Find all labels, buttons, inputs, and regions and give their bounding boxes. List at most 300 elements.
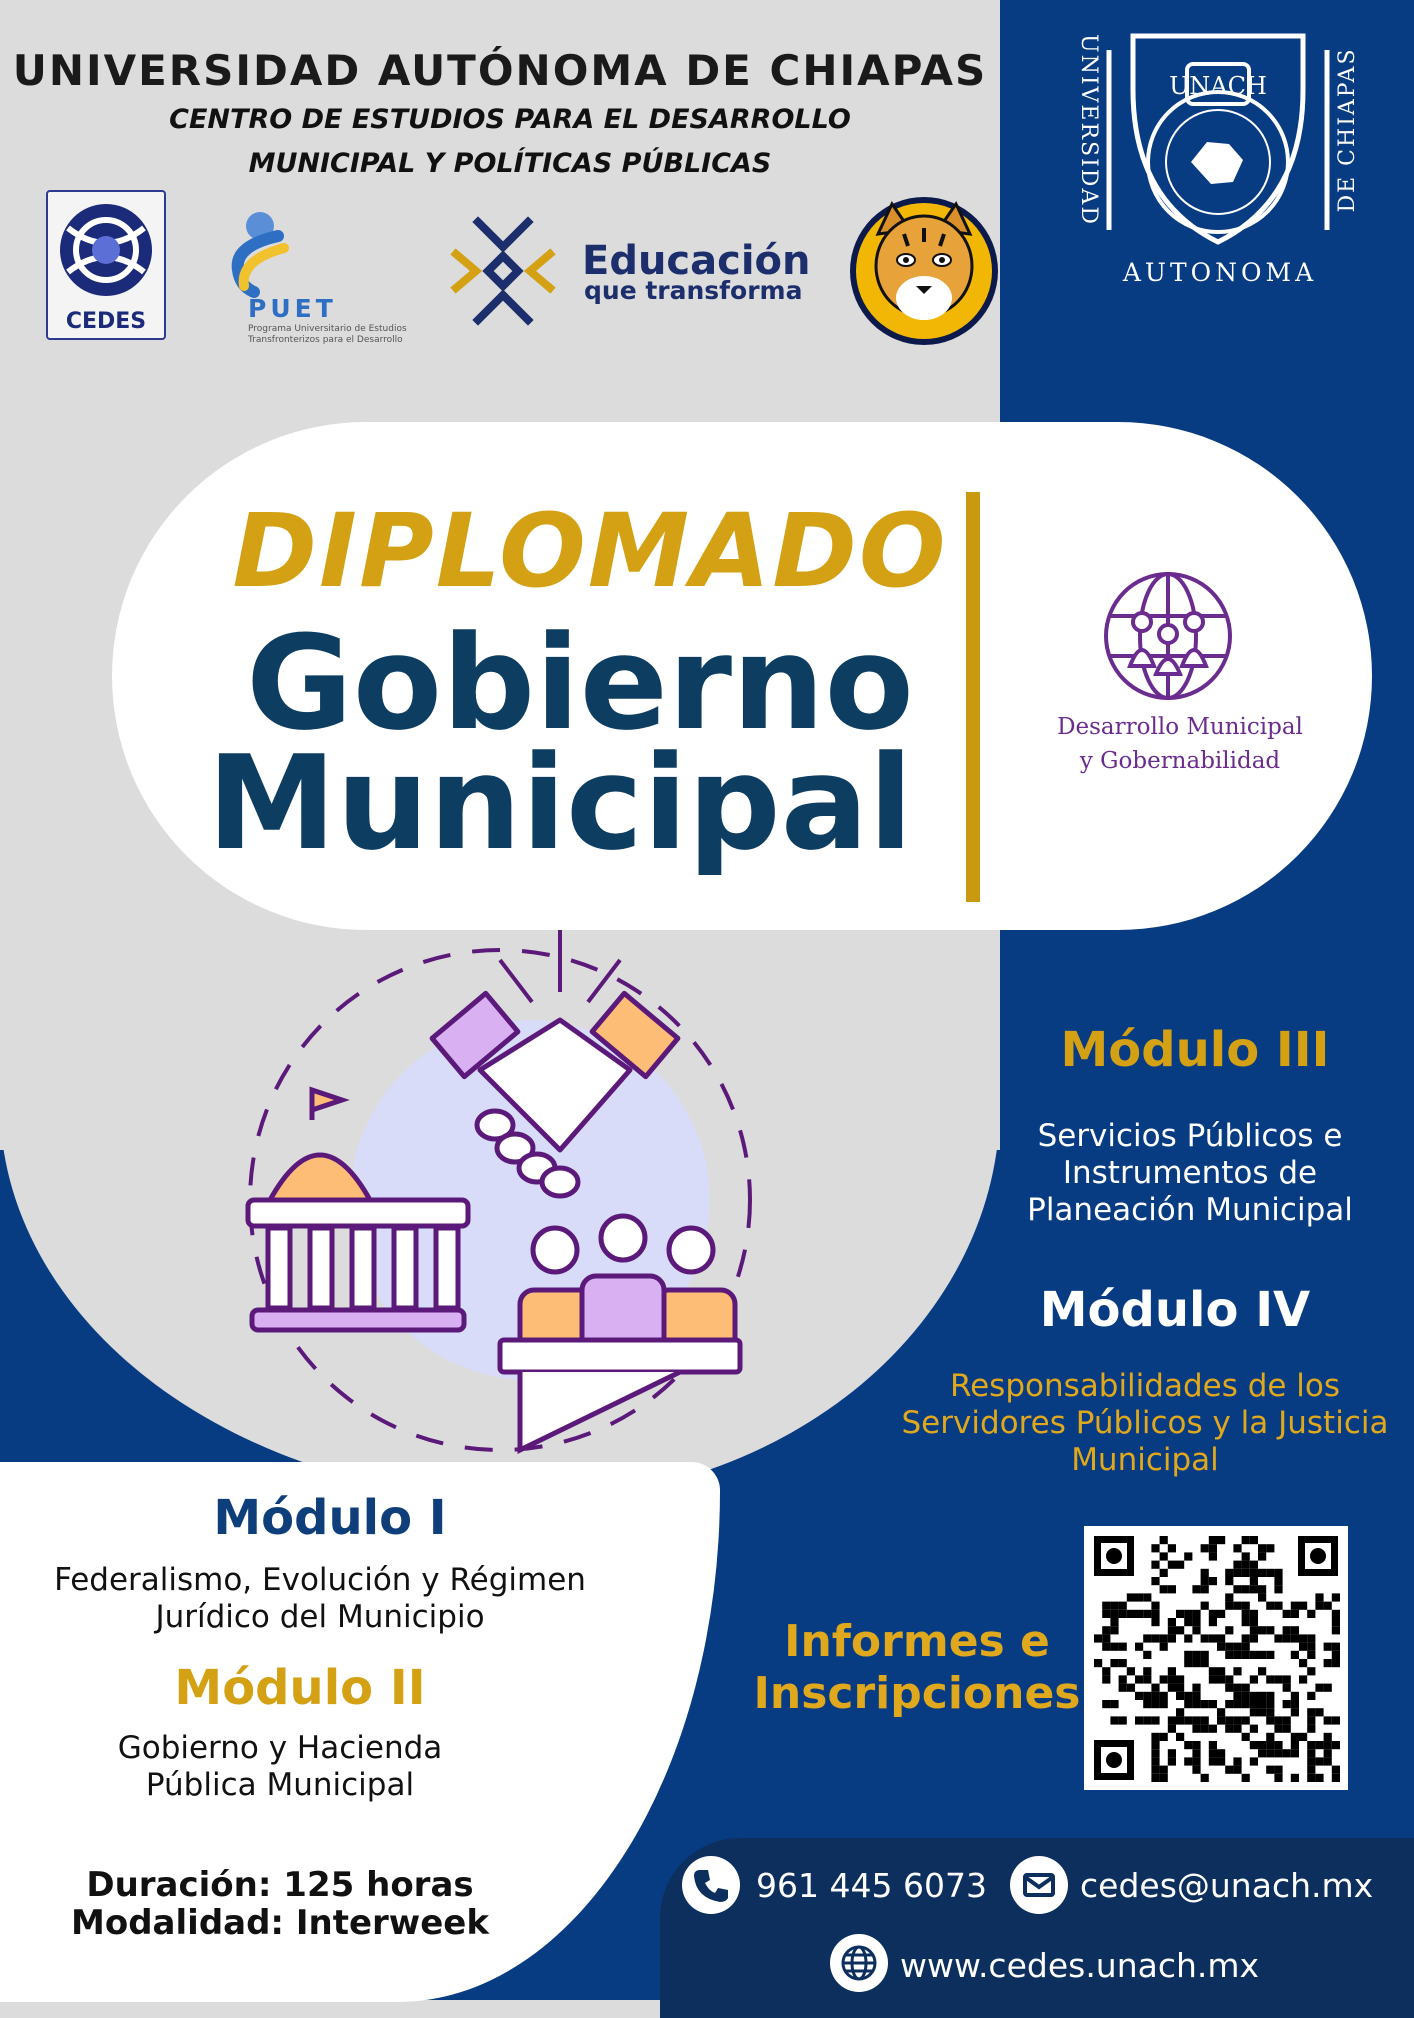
qr-module (1324, 1716, 1332, 1724)
qr-module (1151, 1757, 1159, 1765)
qr-module (1184, 1741, 1192, 1749)
qr-module (1102, 1626, 1110, 1634)
qr-module (1274, 1766, 1282, 1774)
qr-module (1176, 1684, 1184, 1692)
qr-module (1307, 1667, 1315, 1675)
qr-module (1110, 1618, 1118, 1626)
qr-module (1160, 1675, 1168, 1683)
module-3-description: Servicios Públicos e Instrumentos de Planeación Municipal (1027, 1118, 1353, 1228)
diplomado-kicker: DIPLOMADO (232, 492, 948, 611)
module-4-description: Responsabilidades de los Servidores Públicos y la Justicia Municipal (901, 1368, 1389, 1478)
qr-module (1283, 1716, 1291, 1724)
qr-module (1168, 1626, 1176, 1634)
phone-icon (682, 1856, 740, 1914)
unach-left-label: UNIVERSIDAD (1076, 34, 1101, 226)
qr-module (1168, 1618, 1176, 1626)
unach-right-text (1333, 30, 1363, 230)
qr-module (1274, 1675, 1282, 1683)
qr-module (1225, 1651, 1233, 1659)
qr-module (1307, 1766, 1315, 1774)
qr-module (1168, 1749, 1176, 1757)
university-name: UNIVERSIDAD AUTÓNOMA DE CHIAPAS (12, 46, 988, 95)
qr-module (1151, 1561, 1159, 1569)
qr-module (1168, 1561, 1176, 1569)
qr-module (1274, 1569, 1282, 1577)
qr-module (1209, 1634, 1217, 1642)
qr-module (1110, 1643, 1118, 1651)
qr-module (1160, 1643, 1168, 1651)
qr-module (1127, 1610, 1135, 1618)
qr-module (1266, 1626, 1274, 1634)
qr-module (1135, 1643, 1143, 1651)
qr-module (1168, 1684, 1176, 1692)
globe-icon (830, 1934, 888, 1992)
qr-module (1151, 1692, 1159, 1700)
qr-module (1258, 1749, 1266, 1757)
qr-module (1209, 1667, 1217, 1675)
qr-module (1233, 1700, 1241, 1708)
qr-module (1209, 1749, 1217, 1757)
qr-module (1160, 1692, 1168, 1700)
qr-module (1250, 1725, 1258, 1733)
qr-module (1119, 1643, 1127, 1651)
qr-module (1233, 1561, 1241, 1569)
qr-module (1291, 1692, 1299, 1700)
qr-module (1143, 1667, 1151, 1675)
qr-module (1307, 1651, 1315, 1659)
qr-module (1184, 1610, 1192, 1618)
qr-module (1192, 1684, 1200, 1692)
qr-module (1110, 1610, 1118, 1618)
qr-module (1233, 1602, 1241, 1610)
qr-module (1209, 1741, 1217, 1749)
qr-module (1110, 1602, 1118, 1610)
qr-module (1217, 1757, 1225, 1765)
qr-module (1250, 1741, 1258, 1749)
education-emblem-icon (448, 214, 558, 328)
qr-module (1201, 1774, 1209, 1782)
qr-module (1201, 1602, 1209, 1610)
qr-module (1201, 1577, 1209, 1585)
qr-module (1184, 1634, 1192, 1642)
qr-module (1209, 1725, 1217, 1733)
qr-module (1299, 1733, 1307, 1741)
qr-module (1184, 1651, 1192, 1659)
qr-module (1274, 1741, 1282, 1749)
qr-module (1225, 1577, 1233, 1585)
qr-module (1176, 1692, 1184, 1700)
qr-module (1266, 1544, 1274, 1552)
qr-module (1250, 1626, 1258, 1634)
qr-module (1184, 1618, 1192, 1626)
phone-number[interactable]: 961 445 6073 (756, 1866, 987, 1905)
qr-module (1283, 1684, 1291, 1692)
qr-module (1266, 1700, 1274, 1708)
qr-module (1291, 1651, 1299, 1659)
qr-module (1291, 1749, 1299, 1757)
unach-seal-text: UNACH (1169, 72, 1267, 100)
qr-module (1332, 1651, 1340, 1659)
qr-module (1225, 1766, 1233, 1774)
qr-module (1151, 1610, 1159, 1618)
qr-module (1258, 1626, 1266, 1634)
globe-people-icon (1102, 570, 1234, 702)
qr-module (1176, 1675, 1184, 1683)
qr-module (1110, 1659, 1118, 1667)
qr-module (1102, 1610, 1110, 1618)
qr-module (1266, 1675, 1274, 1683)
qr-module (1266, 1741, 1274, 1749)
qr-module (1299, 1634, 1307, 1642)
qr-module (1250, 1651, 1258, 1659)
qr-module (1258, 1667, 1266, 1675)
qr-module (1119, 1659, 1127, 1667)
title-line1: Gobierno (246, 607, 914, 759)
qr-module (1274, 1716, 1282, 1724)
government-illustration (230, 920, 790, 1480)
website-url[interactable]: www.cedes.unach.mx (900, 1946, 1260, 1985)
module-1-title: Módulo I (213, 1490, 447, 1546)
qr-module (1291, 1774, 1299, 1782)
qr-module (1266, 1749, 1274, 1757)
qr-module (1307, 1716, 1315, 1724)
qr-module (1258, 1651, 1266, 1659)
qr-module (1315, 1602, 1323, 1610)
qr-module (1225, 1725, 1233, 1733)
qr-module (1242, 1643, 1250, 1651)
qr-module (1324, 1602, 1332, 1610)
qr-module (1225, 1700, 1233, 1708)
qr-code-icon[interactable] (1084, 1526, 1348, 1790)
qr-module (1283, 1725, 1291, 1733)
qr-module (1217, 1536, 1225, 1544)
qr-module (1201, 1651, 1209, 1659)
podium-people-icon (500, 1216, 740, 1450)
cedes-logo (46, 190, 166, 340)
qr-module (1233, 1716, 1241, 1724)
qr-module (1225, 1593, 1233, 1601)
qr-module (1242, 1774, 1250, 1782)
qr-module (1332, 1618, 1340, 1626)
qr-module (1242, 1618, 1250, 1626)
qr-module (1233, 1766, 1241, 1774)
qr-module (1102, 1700, 1110, 1708)
qr-module (1324, 1684, 1332, 1692)
qr-module (1291, 1733, 1299, 1741)
qr-module (1160, 1552, 1168, 1560)
qr-module (1307, 1774, 1315, 1782)
qr-module (1168, 1757, 1176, 1765)
qr-module (1307, 1741, 1315, 1749)
qr-module (1233, 1692, 1241, 1700)
duration-text: Duración: 125 horas (86, 1865, 474, 1905)
email-address[interactable]: cedes@unach.mx (1080, 1866, 1374, 1905)
qr-module (1250, 1634, 1258, 1642)
qr-module (1307, 1610, 1315, 1618)
unach-seal-icon (1103, 30, 1333, 250)
qr-module (1283, 1675, 1291, 1683)
qr-module (1307, 1634, 1315, 1642)
qr-module (1209, 1618, 1217, 1626)
qr-module (1151, 1684, 1159, 1692)
qr-module (1315, 1774, 1323, 1782)
qr-module (1291, 1634, 1299, 1642)
qr-module (1176, 1561, 1184, 1569)
qr-module (1242, 1692, 1250, 1700)
qr-module (1250, 1675, 1258, 1683)
qr-module (1201, 1700, 1209, 1708)
qr-module (1307, 1725, 1315, 1733)
qr-module (1135, 1716, 1143, 1724)
module-4-title: Módulo IV (1039, 1282, 1311, 1338)
puet-description: Programa Universitario de Estudios Transfronterizos para el Desarrollo (248, 324, 407, 345)
qr-module (1250, 1700, 1258, 1708)
qr-module (1160, 1536, 1168, 1544)
qr-module (1250, 1757, 1258, 1765)
qr-module (1151, 1618, 1159, 1626)
qr-module (1242, 1610, 1250, 1618)
qr-module (1250, 1577, 1258, 1585)
qr-module (1209, 1675, 1217, 1683)
qr-module (1332, 1774, 1340, 1782)
qr-module (1151, 1749, 1159, 1757)
qr-module (1266, 1733, 1274, 1741)
qr-module (1307, 1708, 1315, 1716)
qr-module (1274, 1749, 1282, 1757)
qr-module (1209, 1536, 1217, 1544)
qr-module (1291, 1708, 1299, 1716)
qr-module (1307, 1757, 1315, 1765)
qr-module (1225, 1569, 1233, 1577)
qr-module (1291, 1626, 1299, 1634)
qr-module (1233, 1544, 1241, 1552)
qr-module (1307, 1643, 1315, 1651)
qr-module (1299, 1602, 1307, 1610)
qr-module (1192, 1700, 1200, 1708)
qr-module (1315, 1741, 1323, 1749)
qr-module (1242, 1684, 1250, 1692)
qr-module (1266, 1708, 1274, 1716)
qr-module (1258, 1700, 1266, 1708)
qr-module (1127, 1684, 1135, 1692)
qr-module (1274, 1634, 1282, 1642)
qr-module (1201, 1659, 1209, 1667)
qr-module (1233, 1684, 1241, 1692)
qr-module (1201, 1585, 1209, 1593)
qr-module (1119, 1675, 1127, 1683)
qr-module (1299, 1643, 1307, 1651)
qr-module (1127, 1593, 1135, 1601)
qr-module (1160, 1774, 1168, 1782)
qr-module (1250, 1569, 1258, 1577)
modality-text: Modalidad: Interweek (71, 1903, 489, 1943)
qr-module (1283, 1626, 1291, 1634)
qr-module (1250, 1536, 1258, 1544)
qr-module (1242, 1651, 1250, 1659)
qr-module (1332, 1643, 1340, 1651)
qr-module (1192, 1659, 1200, 1667)
qr-module (1160, 1733, 1168, 1741)
qr-module (1110, 1700, 1118, 1708)
qr-module (1233, 1569, 1241, 1577)
qr-module (1135, 1675, 1143, 1683)
qr-module (1274, 1774, 1282, 1782)
qr-module (1184, 1700, 1192, 1708)
qr-module (1291, 1700, 1299, 1708)
program-logo-text (1000, 710, 1360, 778)
qr-module (1151, 1544, 1159, 1552)
qr-module (1315, 1708, 1323, 1716)
qr-module (1242, 1602, 1250, 1610)
sparkle-lines-icon (500, 930, 620, 1002)
education-line2: que transforma (584, 276, 803, 305)
qr-module (1201, 1569, 1209, 1577)
center-name-line2: MUNICIPAL Y POLÍTICAS PÚBLICAS (248, 148, 772, 179)
qr-module (1192, 1626, 1200, 1634)
qr-module (1225, 1675, 1233, 1683)
qr-module (1192, 1725, 1200, 1733)
qr-module (1266, 1716, 1274, 1724)
qr-module (1192, 1716, 1200, 1724)
qr-module (1258, 1585, 1266, 1593)
qr-module (1209, 1700, 1217, 1708)
qr-module (1151, 1766, 1159, 1774)
qr-module (1143, 1634, 1151, 1642)
qr-module (1209, 1610, 1217, 1618)
qr-module (1209, 1552, 1217, 1560)
qr-module (1332, 1766, 1340, 1774)
qr-module (1233, 1651, 1241, 1659)
qr-module (1233, 1725, 1241, 1733)
qr-module (1176, 1626, 1184, 1634)
qr-module (1242, 1536, 1250, 1544)
qr-module (1242, 1585, 1250, 1593)
qr-module (1160, 1634, 1168, 1642)
qr-module (1094, 1659, 1102, 1667)
qr-module (1242, 1716, 1250, 1724)
qr-module (1283, 1700, 1291, 1708)
qr-module (1102, 1643, 1110, 1651)
qr-module (1192, 1766, 1200, 1774)
qr-module (1283, 1610, 1291, 1618)
qr-module (1291, 1741, 1299, 1749)
qr-module (1225, 1602, 1233, 1610)
qr-module (1307, 1692, 1315, 1700)
qr-module (1143, 1610, 1151, 1618)
qr-module (1250, 1618, 1258, 1626)
qr-module (1225, 1684, 1233, 1692)
qr-module (1217, 1634, 1225, 1642)
qr-module (1274, 1585, 1282, 1593)
qr-module (1217, 1708, 1225, 1716)
qr-module (1291, 1610, 1299, 1618)
qr-module (1258, 1544, 1266, 1552)
qr-module (1315, 1757, 1323, 1765)
qr-module (1233, 1643, 1241, 1651)
module-2-title: Módulo II (174, 1660, 426, 1716)
unach-left-text (1073, 30, 1103, 230)
qr-module (1217, 1667, 1225, 1675)
qr-module (1299, 1659, 1307, 1667)
qr-module (1168, 1716, 1176, 1724)
qr-module (1332, 1716, 1340, 1724)
qr-module (1315, 1593, 1323, 1601)
qr-module (1192, 1741, 1200, 1749)
qr-module (1291, 1602, 1299, 1610)
cedes-label: CEDES (65, 309, 147, 334)
qr-module (1225, 1643, 1233, 1651)
qr-module (1324, 1749, 1332, 1757)
qr-module (1266, 1692, 1274, 1700)
qr-module (1192, 1610, 1200, 1618)
qr-module (1242, 1561, 1250, 1569)
qr-module (1143, 1675, 1151, 1683)
qr-module (1151, 1634, 1159, 1642)
qr-module (1110, 1716, 1118, 1724)
title-line2: Municipal (207, 727, 913, 879)
qr-module (1110, 1626, 1118, 1634)
qr-module (1324, 1659, 1332, 1667)
qr-module (1233, 1757, 1241, 1765)
qr-module (1143, 1651, 1151, 1659)
qr-module (1192, 1618, 1200, 1626)
qr-module (1209, 1577, 1217, 1585)
qr-module (1266, 1569, 1274, 1577)
program-logo-line2: y Gobernabilidad (1079, 748, 1281, 774)
qr-module (1151, 1741, 1159, 1749)
qr-module (1151, 1577, 1159, 1585)
unach-autonoma: AUTONOMA (1122, 258, 1318, 287)
qr-module (1201, 1544, 1209, 1552)
qr-module (1258, 1593, 1266, 1601)
qr-module (1332, 1593, 1340, 1601)
puet-label: PUET (248, 294, 337, 323)
qr-module (1217, 1675, 1225, 1683)
qr-module (1332, 1741, 1340, 1749)
qr-module (1250, 1692, 1258, 1700)
qr-module (1299, 1675, 1307, 1683)
center-name-line1: CENTRO DE ESTUDIOS PARA EL DESARROLLO (169, 104, 851, 135)
qr-module (1242, 1552, 1250, 1560)
qr-module (1324, 1733, 1332, 1741)
ocelot-mascot-icon (848, 194, 1000, 348)
qr-module (1135, 1593, 1143, 1601)
qr-module (1119, 1716, 1127, 1724)
qr-module (1250, 1561, 1258, 1569)
qr-module (1201, 1725, 1209, 1733)
qr-module (1102, 1675, 1110, 1683)
qr-module (1160, 1585, 1168, 1593)
qr-module (1168, 1585, 1176, 1593)
qr-module (1176, 1716, 1184, 1724)
qr-module (1176, 1733, 1184, 1741)
module-3-title: Módulo III (1060, 1022, 1330, 1078)
qr-module (1143, 1692, 1151, 1700)
qr-module (1250, 1585, 1258, 1593)
qr-module (1143, 1700, 1151, 1708)
qr-module (1332, 1610, 1340, 1618)
qr-module (1332, 1659, 1340, 1667)
cedes-emblem-icon (48, 198, 164, 308)
qr-module (1225, 1626, 1233, 1634)
qr-module (1233, 1585, 1241, 1593)
qr-module (1176, 1610, 1184, 1618)
qr-module (1324, 1643, 1332, 1651)
qr-module (1192, 1749, 1200, 1757)
qr-module (1151, 1774, 1159, 1782)
qr-module (1184, 1757, 1192, 1765)
qr-module (1151, 1602, 1159, 1610)
